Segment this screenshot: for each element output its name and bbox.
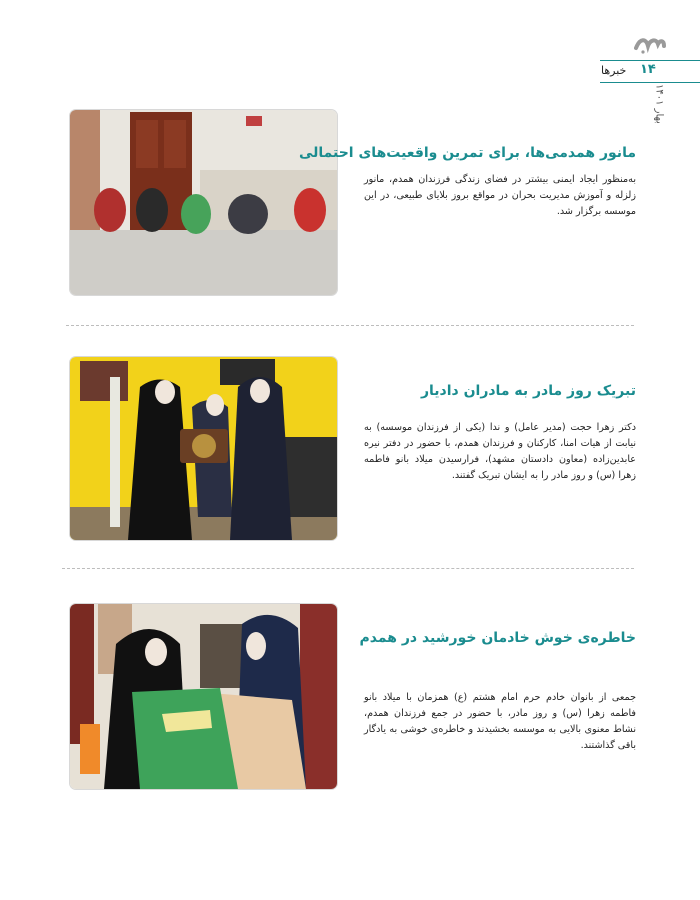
hamdam-logo [634, 34, 666, 56]
issue-date [652, 84, 666, 154]
section-name: خبرها [601, 64, 627, 77]
article-1-photo [70, 110, 337, 295]
divider-1 [66, 325, 634, 326]
article-2-body: دکتر زهرا حجت (مدیر عامل) و ندا (یکی از فرزندان موسسه) به نیابت از هیات امنا، کارکنان و فرزندان همدم، با حضور در دفتر نیره عابدین‌زاده (معاون دادستان مشهد)، فرارسیدن میلاد بانو فاطمه زهرا (س) و روز مادر را به ایشان تبریک گفتند. [364, 422, 636, 481]
article-2-title: تبریک روز مادر به مادران دادیار [420, 383, 636, 399]
page-number: ۱۴ [640, 62, 656, 77]
article-1-title: مانور همدمی‌ها، برای تمرین واقعیت‌های احتمالی [298, 145, 636, 161]
article-3-photo [70, 604, 337, 789]
divider-2 [62, 568, 634, 569]
header-rule-top [600, 60, 700, 61]
header-rule-bottom [600, 82, 700, 83]
article-3-title: خاطره‌ی خوش خادمان خورشید در همدم [359, 630, 636, 646]
article-1-body: به‌منظور ایجاد ایمنی بیشتر در فضای زندگی فرزندان همدم، مانور زلزله و آموزش مدیریت بحران در مواقع بروز بلایای طبیعی، در این موسسه برگزار شد. [364, 174, 636, 217]
issue-date-label: بهار ۱۴۰۱ [653, 84, 665, 124]
article-3-body: جمعی از بانوان خادم حرم امام هشتم (ع) همزمان با میلاد بانو فاطمه زهرا (س) و روز مادر، با حضور در جمع فرزندان همدم، نشاط معنوی بالایی به موسسه بخشیدند و خاطره‌ی خوشی به یادگار باقی گذاشتند. [364, 692, 636, 751]
article-2-photo [70, 357, 337, 540]
